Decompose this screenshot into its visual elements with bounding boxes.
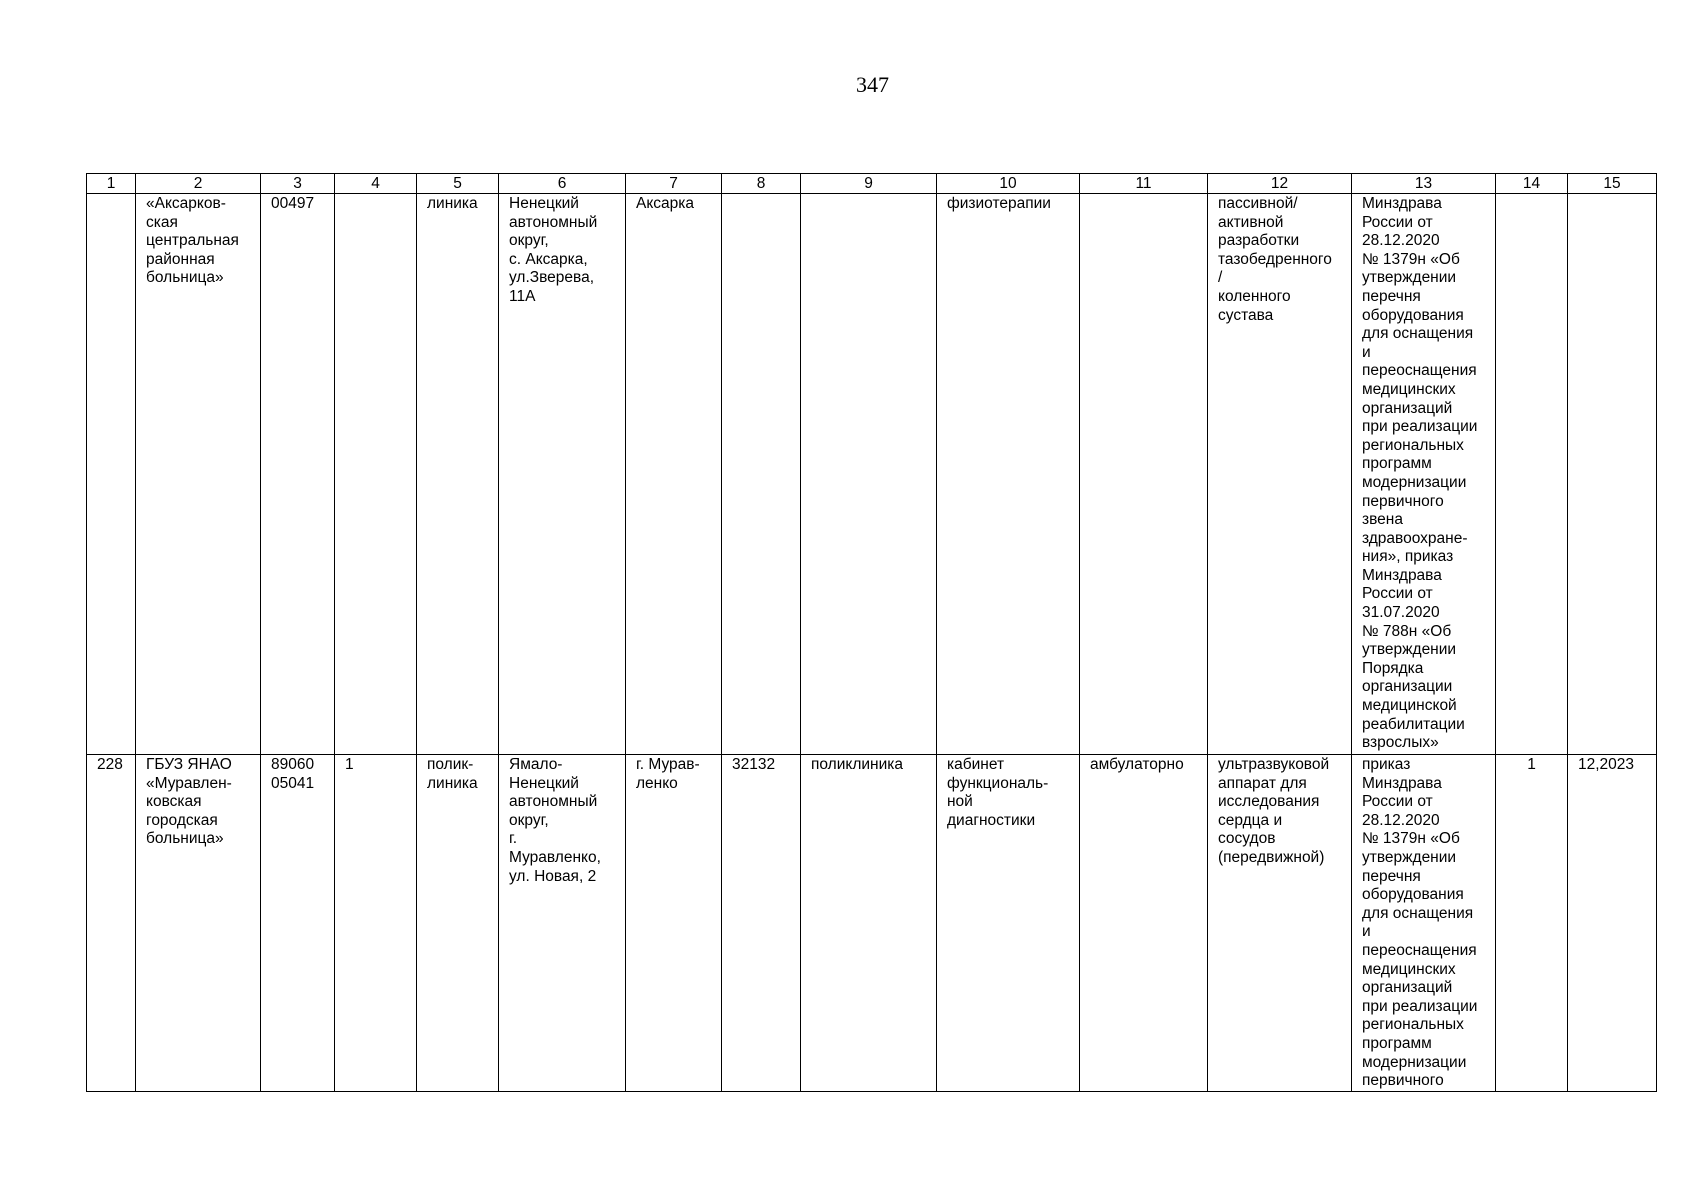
cell-locality: г. Мурав- ленко <box>626 755 722 1092</box>
cell-unit-type: полик- линика <box>417 755 499 1092</box>
cell-equipment: ультразвуковой аппарат для исследования сердца и сосудов (передвижной) <box>1208 755 1352 1092</box>
cell-address: Ненецкий автономный округ, с. Аксарка, ул.Зверева, 11А <box>499 194 626 755</box>
cell-row-number: 228 <box>87 755 136 1092</box>
cell-col8 <box>722 194 801 755</box>
cell-col8: 32132 <box>722 755 801 1092</box>
cell-legal-basis: приказ Минздрава России от 28.12.2020 № 1379н «Об утверждении перечня оборудования для оснащения и переоснащения медицинских организаций при реализации региональных программ модернизации первичного <box>1352 755 1496 1092</box>
cell-row-number <box>87 194 136 755</box>
column-header: 1 <box>87 174 136 194</box>
column-header: 14 <box>1496 174 1568 194</box>
column-header: 10 <box>937 174 1080 194</box>
column-header: 2 <box>136 174 261 194</box>
page-number: 347 <box>856 72 889 97</box>
table-row <box>87 755 1657 1092</box>
cell-code: 89060 05041 <box>261 755 335 1092</box>
column-header: 11 <box>1080 174 1208 194</box>
column-header: 6 <box>499 174 626 194</box>
column-header: 13 <box>1352 174 1496 194</box>
column-header: 15 <box>1568 174 1657 194</box>
cell-date: 12,2023 <box>1568 755 1657 1092</box>
header-row <box>87 174 1657 194</box>
cell-col9: поликлиника <box>801 755 937 1092</box>
column-header: 4 <box>335 174 417 194</box>
cell-organization: ГБУЗ ЯНАО «Муравлен- ковская городская больница» <box>136 755 261 1092</box>
cell-legal-basis: Минздрава России от 28.12.2020 № 1379н «Об утверждении перечня оборудования для оснащения и переоснащения медицинских организаций при реализации региональных программ модернизации первичного звена здравоохране- ния», приказ Минздрава России от 31.07.2020 № 788н «Об утверждении Порядка организации медицинской реабилитации взрослых» <box>1352 194 1496 755</box>
cell-code: 00497 <box>261 194 335 755</box>
column-header: 5 <box>417 174 499 194</box>
cell-address: Ямало- Ненецкий автономный округ, г. Муравленко, ул. Новая, 2 <box>499 755 626 1092</box>
column-header: 8 <box>722 174 801 194</box>
cell-date <box>1568 194 1657 755</box>
cell-care-conditions: амбулаторно <box>1080 755 1208 1092</box>
cell-care-conditions <box>1080 194 1208 755</box>
column-header: 9 <box>801 174 937 194</box>
cell-col4: 1 <box>335 755 417 1092</box>
cell-quantity: 1 <box>1496 755 1568 1092</box>
cell-col4 <box>335 194 417 755</box>
cell-locality: Аксарка <box>626 194 722 755</box>
cell-department: кабинет функциональ- ной диагностики <box>937 755 1080 1092</box>
equipment-table <box>86 173 1657 1092</box>
column-header: 3 <box>261 174 335 194</box>
cell-department: физиотерапии <box>937 194 1080 755</box>
table-row <box>87 194 1657 755</box>
cell-quantity <box>1496 194 1568 755</box>
cell-equipment: пассивной/ активной разработки тазобедренного / коленного сустава <box>1208 194 1352 755</box>
cell-unit-type: линика <box>417 194 499 755</box>
column-header: 7 <box>626 174 722 194</box>
cell-col9 <box>801 194 937 755</box>
cell-organization: «Аксарков- ская центральная районная больница» <box>136 194 261 755</box>
column-header: 12 <box>1208 174 1352 194</box>
